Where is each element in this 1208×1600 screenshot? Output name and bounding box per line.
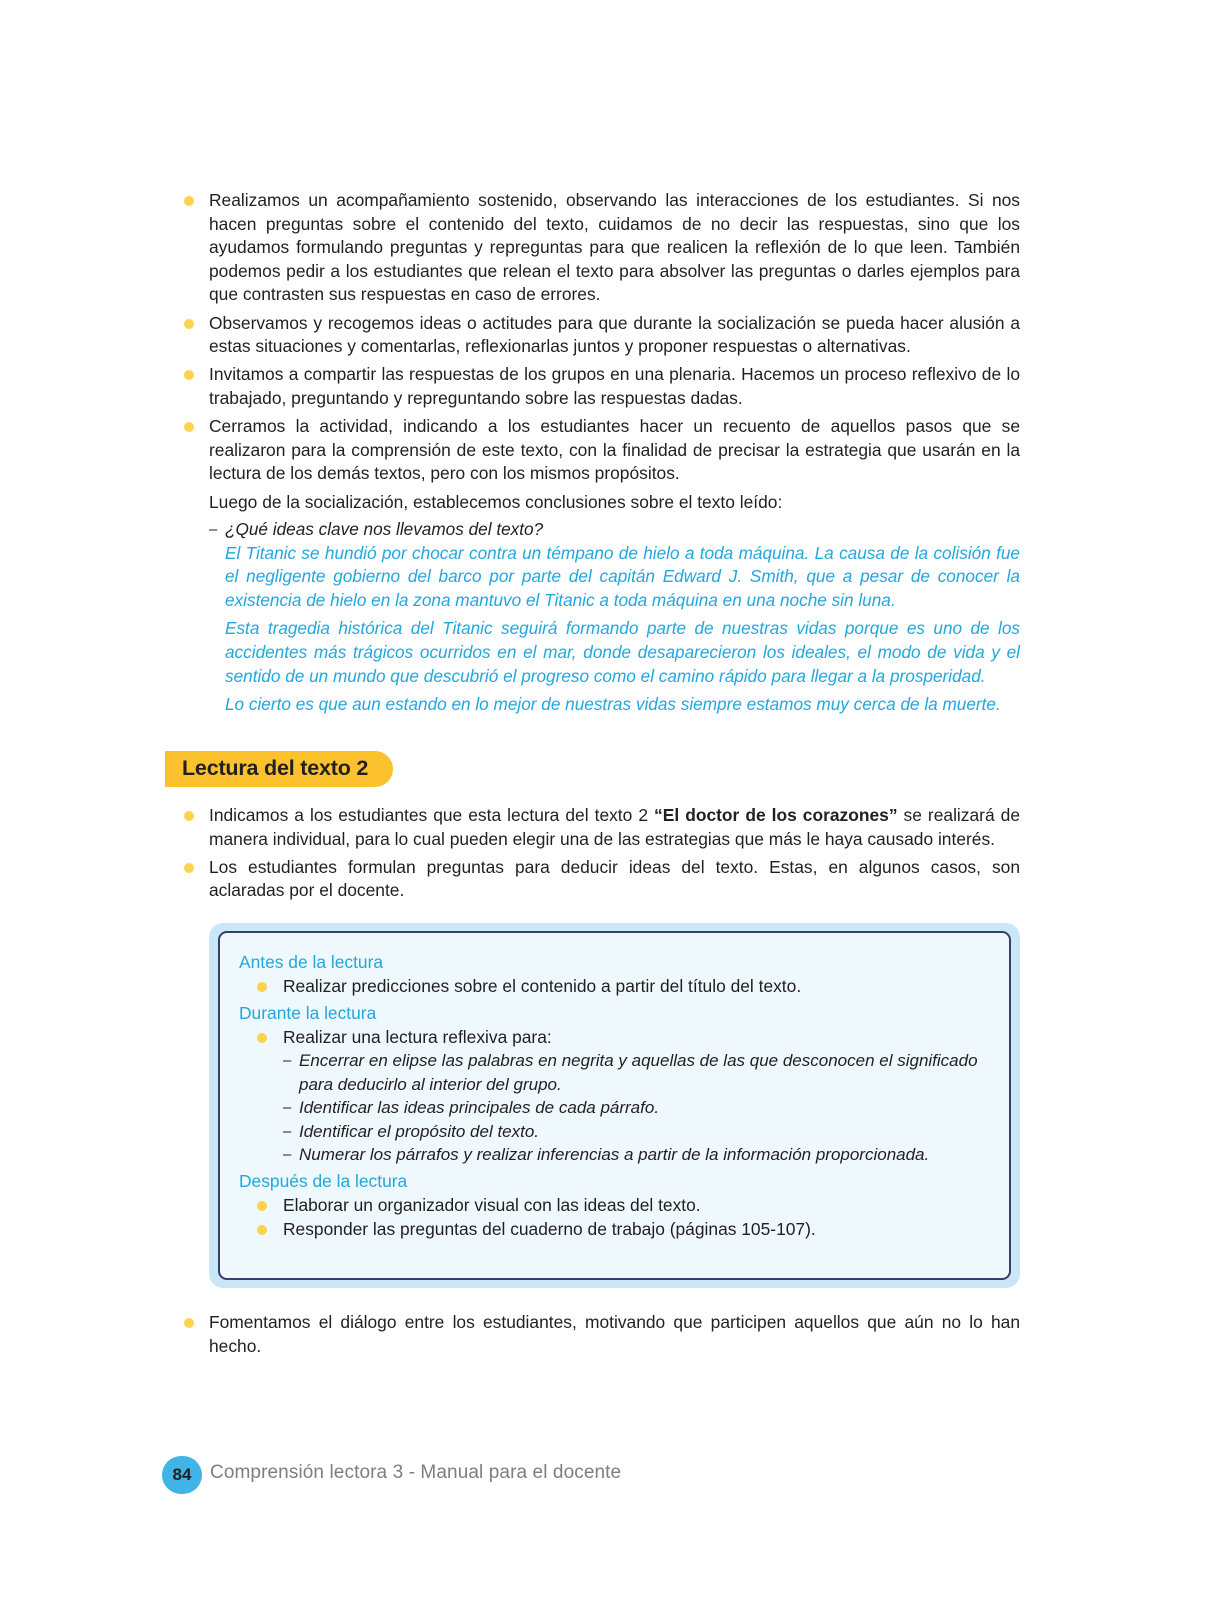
- panel-heading-despues: Después de la lectura: [239, 1171, 408, 1192]
- panel-item: Elaborar un organizador visual con las ideas del texto.: [239, 1194, 999, 1218]
- section-heading: [165, 751, 393, 787]
- text-segment: Indicamos a los estudiantes que esta lectura del texto 2: [209, 805, 655, 825]
- strategy-panel-content: [239, 951, 999, 1241]
- text-segment: se realizará de manera individual, para lo cual pueden elegir una de las estrategias que más le haya causado interés.: [209, 805, 1020, 849]
- list-item: Observamos y recogemos ideas o actitudes para que durante la socialización se pueda hacer alusión a estas situaciones y comentarlas, reflexionarlas juntos y proponer respuestas o alternativas.: [184, 312, 1020, 359]
- answer-paragraph: Lo cierto es que aun estando en lo mejor de nuestras vidas siempre estamos muy cerca de la muerte.: [225, 694, 1001, 715]
- list-item: Fomentamos el diálogo entre los estudiantes, motivando que participen aquellos que aún no lo han hecho.: [184, 1311, 1020, 1358]
- answer-paragraph: Esta tragedia histórica del Titanic seguirá formando parte de nuestras vidas porque es uno de los accidentes más trágicos ocurridos en el mar, donde desaparecieron los ideales, el modo de vida y el sentido de un mundo que descubrió el progreso como el camino rápido para llegar a la prosperidad.: [225, 618, 1020, 686]
- story-title: “El doctor de los corazones”: [654, 805, 898, 825]
- panel-subitem: – Identificar las ideas principales de cada párrafo.: [239, 1096, 999, 1119]
- panel-item: Responder las preguntas del cuaderno de trabajo (páginas 105-107).: [239, 1218, 999, 1242]
- panel-subitem: – Identificar el propósito del texto.: [239, 1120, 999, 1143]
- panel-heading-durante: Durante la lectura: [239, 1003, 377, 1024]
- panel-subitem: – Encerrar en elipse las palabras en negrita y aquellas de las que desconocen el significado para deducirlo al interior del grupo.: [239, 1049, 999, 1096]
- panel-heading-antes: Antes de la lectura: [239, 952, 384, 972]
- list-item: Realizamos un acompañamiento sostenido, observando las interacciones de los estudiantes. Si nos hacen preguntas sobre el contenido del texto, cuidamos de no decir las respuestas, sino que los ayudamos formulando preguntas y repreguntas para que realicen la reflexión de lo que leen. También podemos pedir a los estudiantes que relean el texto para absolver las preguntas o darles ejemplos para que contrasten sus respuestas en caso de errores.: [184, 189, 1020, 307]
- section2-content: [184, 804, 1020, 908]
- key-question: – ¿Qué ideas clave nos llevamos del texto?: [184, 518, 1020, 542]
- panel-item: Realizar predicciones sobre el contenido a partir del título del texto.: [239, 975, 999, 999]
- list-item: Los estudiantes formulan preguntas para deducir ideas del texto. Estas, en algunos casos, son aclaradas por el docente.: [184, 856, 1020, 903]
- section-title: Lectura del texto 2: [182, 756, 369, 780]
- panel-item: Realizar una lectura reflexiva para:: [239, 1026, 999, 1050]
- final-content: [184, 1311, 1020, 1363]
- page-number-badge: 84: [162, 1456, 202, 1494]
- list-item: Invitamos a compartir las respuestas de los grupos en una plenaria. Hacemos un proceso reflexivo de lo trabajado, preguntando y repreguntando sobre las respuestas dadas.: [184, 363, 1020, 410]
- footer-title: Comprensión lectora 3 - Manual para el docente: [210, 1462, 622, 1483]
- panel-subitem: – Numerar los párrafos y realizar inferencias a partir de la información proporcionada.: [239, 1143, 999, 1166]
- list-item: Cerramos la actividad, indicando a los estudiantes hacer un recuento de aquellos pasos que se realizaron para la comprensión de este texto, con la finalidad de precisar la estrategia que usarán en la lectura de los demás textos, pero con los mismos propósitos.: [184, 415, 1020, 486]
- top-content: [184, 189, 1020, 722]
- list-item: [184, 804, 1020, 851]
- conclusion-intro: Luego de la socialización, establecemos conclusiones sobre el texto leído:: [209, 491, 783, 512]
- answer-paragraph: El Titanic se hundió por chocar contra un témpano de hielo a toda máquina. La causa de la colisión fue el negligente gobierno del barco por parte del capitán Edward J. Smith, que a pesar de conocer la existencia de hielo en la zona mantuvo el Titanic a toda máquina en una noche sin luna.: [225, 542, 1020, 610]
